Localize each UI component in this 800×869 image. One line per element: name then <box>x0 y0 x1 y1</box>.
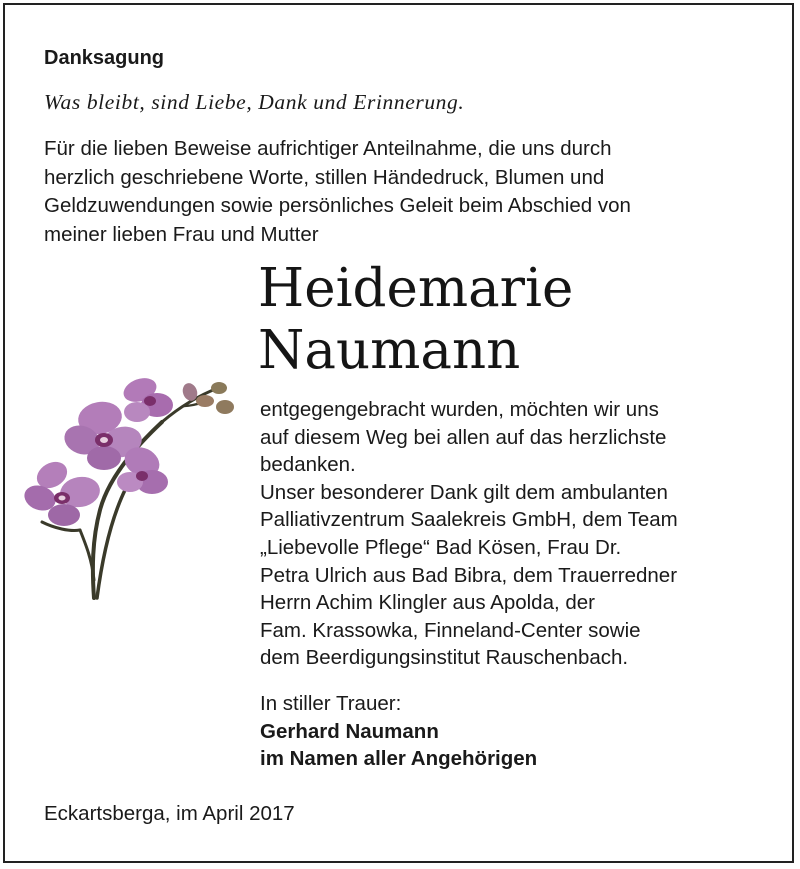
body-line: Palliativzentrum Saalekreis GmbH, dem Team <box>260 508 678 532</box>
body-line: Fam. Krassowka, Finneland-Center sowie <box>260 618 641 642</box>
place-date: Eckartsberga, im April 2017 <box>44 802 295 825</box>
deceased-first-name: Heidemarie <box>258 258 574 319</box>
body-line: auf diesem Weg bei allen auf das herzlichste <box>260 425 667 449</box>
mourning-label: In stiller Trauer: <box>260 692 402 715</box>
body-line: dem Beerdigungsinstitut Rauschenbach. <box>260 646 629 670</box>
body-line: „Liebevolle Pflege“ Bad Kösen, Frau Dr. <box>260 535 622 559</box>
thanks-paragraph <box>260 396 678 672</box>
intro-paragraph <box>44 135 764 249</box>
orchid-icon <box>22 370 254 605</box>
mourning-block <box>260 690 537 773</box>
body-line: Herrn Achim Klingler aus Apolda, der <box>260 591 596 615</box>
deceased-name <box>258 258 573 382</box>
intro-line: meiner lieben Frau und Mutter <box>44 222 319 246</box>
body-line: Unser besonderer Dank gilt dem ambulanten <box>260 480 668 504</box>
intro-line: herzlich geschriebene Worte, stillen Händedruck, Blumen und <box>44 165 605 189</box>
body-line: bedanken. <box>260 453 356 477</box>
body-line: entgegengebracht wurden, möchten wir uns <box>260 398 659 421</box>
signer-name: Gerhard Naumann <box>260 719 439 743</box>
notice-motto: Was bleibt, sind Liebe, Dank und Erinnerung. <box>44 90 465 114</box>
deceased-last-name: Naumann <box>258 320 521 381</box>
notice-title: Danksagung <box>44 47 165 69</box>
intro-line: Geldzuwendungen sowie persönliches Geleit beim Abschied von <box>44 194 631 217</box>
body-line: Petra Ulrich aus Bad Bibra, dem Trauerredner <box>260 563 678 587</box>
intro-line: Für die lieben Beweise aufrichtiger Anteilnahme, die uns durch <box>44 137 612 160</box>
signer-note: im Namen aller Angehörigen <box>260 747 538 770</box>
